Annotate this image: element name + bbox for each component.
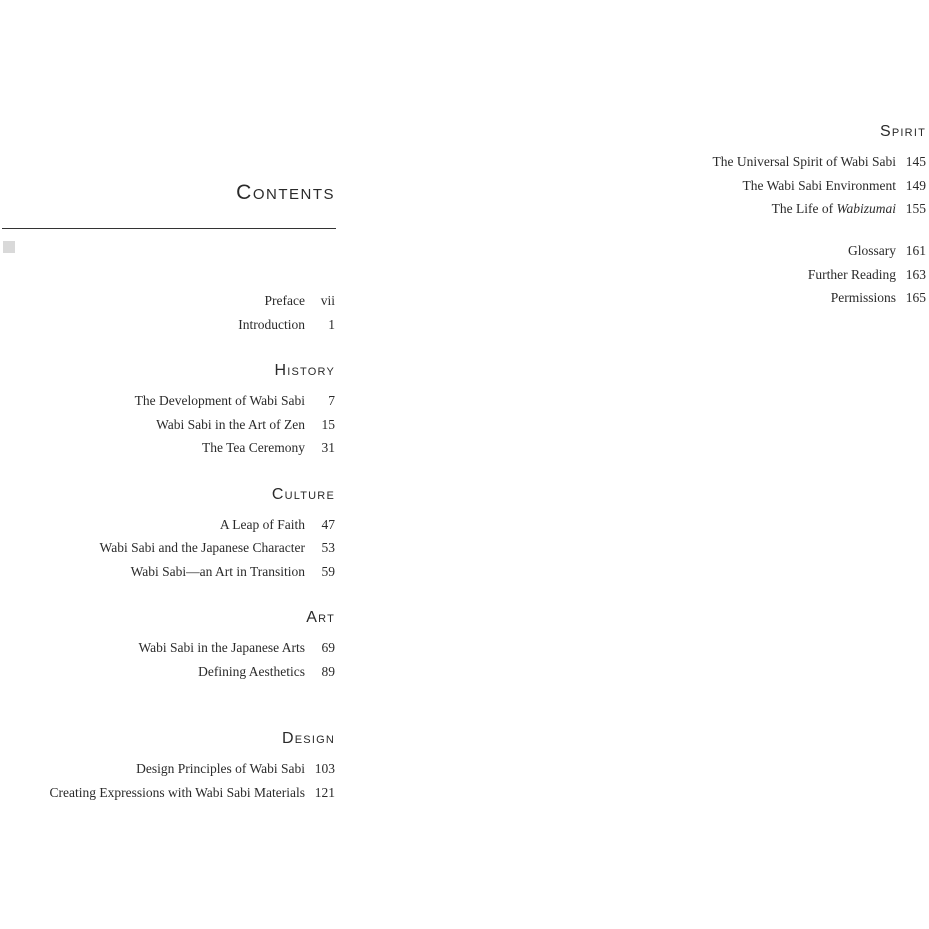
- toc-entry-title: The Wabi Sabi Environment: [742, 178, 896, 193]
- toc-entry-title: The Universal Spirit of Wabi Sabi: [712, 154, 896, 169]
- section-heading-history: History: [274, 362, 335, 379]
- toc-entry[interactable]: [136, 759, 335, 779]
- toc-entry[interactable]: [50, 783, 336, 803]
- toc-entry-page: 145: [905, 154, 926, 169]
- toc-entry-page: 121: [314, 785, 335, 800]
- toc-entry-page: 7: [328, 393, 335, 408]
- toc-entry-page: 165: [905, 290, 926, 305]
- toc-entry-page: 163: [905, 267, 926, 282]
- toc-entry-page: 149: [905, 178, 926, 193]
- toc-entry-page: 69: [321, 640, 335, 655]
- toc-entry-title: [772, 199, 896, 219]
- toc-entry-page: 1: [328, 317, 335, 332]
- toc-entry-title-prefix: The Life of: [771, 201, 834, 216]
- toc-entry-title: Permissions: [830, 290, 896, 305]
- contents-title: Contents: [236, 181, 335, 204]
- toc-entry[interactable]: [742, 176, 926, 196]
- toc-entry-title: Preface: [264, 293, 305, 308]
- title-rule: [2, 228, 336, 229]
- section-heading-art: Art: [306, 609, 335, 626]
- toc-entry[interactable]: [135, 391, 335, 411]
- toc-entry[interactable]: [156, 415, 335, 435]
- toc-entry[interactable]: [712, 152, 926, 172]
- toc-entry[interactable]: [198, 662, 335, 682]
- toc-entry[interactable]: [138, 638, 335, 658]
- toc-entry[interactable]: [131, 562, 335, 582]
- toc-entry-title: Wabi Sabi and the Japanese Character: [99, 540, 305, 555]
- toc-entry-preface[interactable]: [265, 291, 335, 311]
- toc-entry-title: Defining Aesthetics: [198, 664, 305, 679]
- toc-entry-page: 59: [321, 564, 335, 579]
- toc-entry-introduction[interactable]: [238, 315, 335, 335]
- toc-entry-title: A Leap of Faith: [219, 517, 305, 532]
- toc-entry-title-italic: Wabizumai: [836, 201, 896, 216]
- toc-entry-page: 15: [321, 417, 335, 432]
- toc-entry[interactable]: [202, 438, 335, 458]
- toc-entry-title: Further Reading: [807, 267, 896, 282]
- toc-entry-page: vii: [320, 293, 335, 308]
- section-heading-spirit: Spirit: [880, 123, 926, 140]
- toc-entry-title: Wabi Sabi in the Japanese Arts: [138, 640, 305, 655]
- toc-entry-further-reading[interactable]: [808, 265, 926, 285]
- toc-entry-title: Wabi Sabi in the Art of Zen: [156, 417, 305, 432]
- toc-entry-page: 53: [321, 540, 335, 555]
- toc-entry-title: Wabi Sabi—an Art in Transition: [130, 564, 305, 579]
- section-heading-design: Design: [282, 730, 335, 747]
- toc-entry-title: Introduction: [238, 317, 305, 332]
- page-marker: [3, 241, 15, 253]
- toc-entry-title: The Tea Ceremony: [201, 440, 305, 455]
- toc-entry-permissions[interactable]: [831, 288, 926, 308]
- toc-entry-page: 47: [321, 517, 335, 532]
- toc-entry[interactable]: [220, 515, 335, 535]
- toc-entry-title: The Development of Wabi Sabi: [134, 393, 305, 408]
- toc-entry-page: 103: [314, 761, 335, 776]
- toc-entry-glossary[interactable]: [848, 241, 926, 261]
- toc-entry-title: Glossary: [848, 243, 896, 258]
- toc-entry[interactable]: [100, 538, 335, 558]
- toc-entry-page: 31: [321, 440, 335, 455]
- toc-entry-title: Design Principles of Wabi Sabi: [136, 761, 305, 776]
- toc-entry-title: Creating Expressions with Wabi Sabi Materials: [49, 785, 305, 800]
- toc-entry-page: 89: [321, 664, 335, 679]
- toc-entry[interactable]: [772, 199, 926, 219]
- toc-entry-page: 161: [905, 243, 926, 258]
- toc-entry-page: 155: [905, 201, 926, 216]
- section-heading-culture: Culture: [271, 486, 335, 503]
